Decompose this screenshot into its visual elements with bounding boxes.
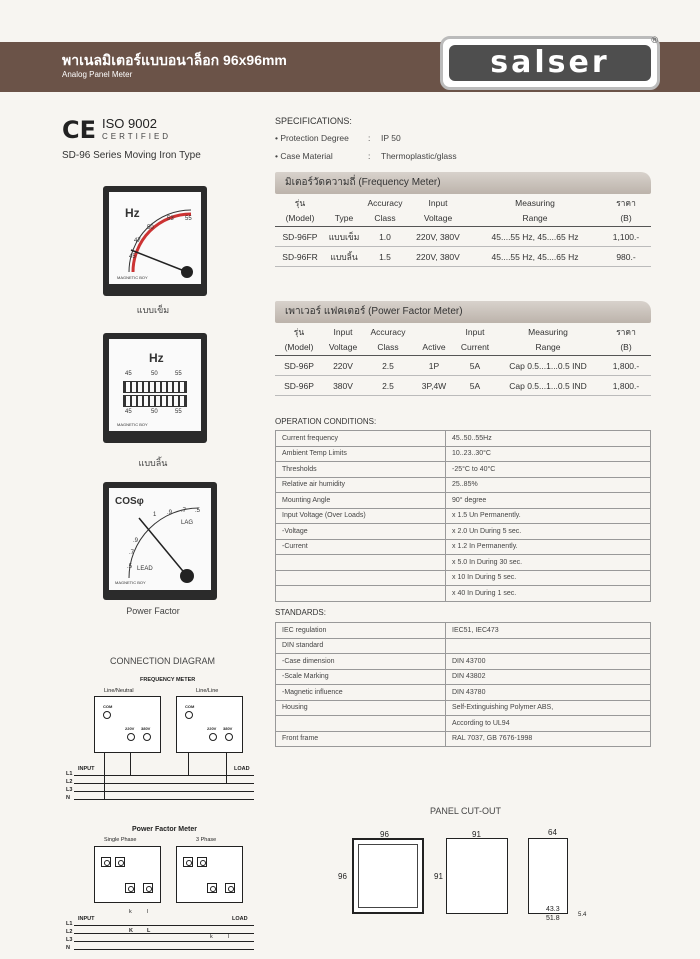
cell: 220V, 380V	[407, 227, 469, 247]
cell: -Voltage	[276, 524, 446, 540]
table-row	[276, 570, 651, 586]
scale-label: 45	[129, 254, 136, 260]
table-row	[275, 227, 651, 247]
cell: -Scale Marking	[276, 669, 446, 685]
ct-l-small: l	[228, 934, 230, 940]
table-row	[276, 431, 651, 447]
ce-mark: CE	[62, 116, 97, 144]
cell: x 1.2 In Permanently.	[446, 539, 651, 555]
wire	[104, 753, 105, 799]
reed-type-caption: แบบลิ้น	[138, 458, 168, 468]
terminal-220	[127, 733, 135, 741]
v380-label: 380V	[223, 726, 233, 731]
cell	[276, 570, 446, 586]
scale-label: 55	[185, 216, 192, 222]
l1-label: L1	[66, 921, 73, 927]
table-row	[276, 462, 651, 478]
salser-logo	[440, 36, 660, 90]
cell: DIN 43802	[446, 669, 651, 685]
power-factor-meter-image	[103, 482, 217, 600]
table-row	[276, 623, 651, 639]
cell: 5A	[455, 376, 495, 396]
operation-title: OPERATION CONDITIONS:	[275, 417, 377, 426]
frequency-meter-title: FREQUENCY METER	[140, 677, 196, 683]
ct-k-small: k	[210, 934, 213, 940]
certified-label: CERTIFIED	[102, 132, 172, 141]
pointer-type-caption: แบบเข็ม	[136, 305, 170, 315]
scale-label: 50	[151, 371, 158, 377]
terminal	[115, 857, 125, 867]
cell: x 2.0 Un During 5 sec.	[446, 524, 651, 540]
cell: DIN 43700	[446, 654, 651, 670]
cell: แบบลิ้น	[325, 247, 363, 267]
th: Input Voltage	[407, 196, 469, 227]
cell	[276, 555, 446, 571]
cell: Current frequency	[276, 431, 446, 447]
scale-label: .9	[133, 538, 139, 544]
table-row	[276, 524, 651, 540]
cell: 1,800.-	[601, 356, 651, 376]
table-row	[276, 654, 651, 670]
th: Measuring Range	[469, 196, 601, 227]
meter-face	[109, 339, 201, 431]
dim-64: 64	[548, 828, 557, 837]
input-label: INPUT	[78, 766, 95, 772]
line-l1	[74, 775, 254, 776]
line-neutral-label: Line/Neutral	[104, 688, 134, 694]
th: Accuracy Class	[363, 325, 413, 356]
scale-label: 50	[151, 409, 158, 415]
cell: SD-96FP	[275, 227, 325, 247]
dim-91-width: 91	[472, 830, 481, 839]
front-view	[352, 838, 424, 914]
frequency-meter-pointer-image	[103, 186, 207, 296]
cell: 1,100.-	[601, 227, 651, 247]
table-row	[275, 376, 651, 396]
table-row	[275, 247, 651, 267]
th: Accuracy Class	[363, 196, 407, 227]
connection-diagram-title: CONNECTION DIAGRAM	[110, 656, 216, 666]
th: รุ่น (Model)	[275, 196, 325, 227]
line-n	[74, 799, 254, 800]
page-title: พาเนลมิเตอร์แบบอนาล็อก 96x96mm	[62, 52, 287, 68]
operation-table	[275, 430, 651, 602]
table-row	[276, 586, 651, 602]
table-row	[276, 508, 651, 524]
table-row	[276, 539, 651, 555]
cell: -Magnetic influence	[276, 685, 446, 701]
cell: According to UL94	[446, 716, 651, 732]
cell: Relative air humidity	[276, 477, 446, 493]
cell: Ambient Temp Limits	[276, 446, 446, 462]
scale-label: .9	[167, 510, 173, 516]
ct-l: L	[147, 928, 151, 934]
cell: 45....55 Hz, 45....65 Hz	[469, 227, 601, 247]
three-phase-label: 3 Phase	[196, 837, 217, 843]
dim-43-3: 43.3	[546, 906, 560, 913]
table-row	[276, 685, 651, 701]
spec-value: Thermoplastic/glass	[381, 151, 457, 161]
th: ราคา (B)	[601, 325, 651, 356]
th: Measuring Range	[495, 325, 601, 356]
meter-unit: Hz	[149, 351, 164, 365]
spec-case	[275, 151, 457, 161]
single-phase-label: Single Phase	[104, 837, 137, 843]
cell: Thresholds	[276, 462, 446, 478]
spec-sep: :	[368, 151, 371, 161]
ct-l-small: l	[147, 909, 149, 915]
cell: Self-Extinguishing Polymer ABS,	[446, 700, 651, 716]
th: Input Voltage	[323, 325, 363, 356]
iso-label: ISO 9002	[102, 116, 157, 131]
cell: 1P	[413, 356, 455, 376]
cell: SD-96P	[275, 356, 323, 376]
l3-label: L3	[66, 787, 73, 793]
terminal	[207, 883, 217, 893]
terminal-380	[143, 733, 151, 741]
reed-bar	[123, 381, 187, 393]
ct-k-small: k	[129, 909, 132, 915]
cell: -Current	[276, 539, 446, 555]
cell: 3P,4W	[413, 376, 455, 396]
table-row	[276, 477, 651, 493]
cell: Housing	[276, 700, 446, 716]
side-view	[528, 838, 568, 914]
dim-96-width: 96	[380, 830, 389, 839]
cell	[276, 716, 446, 732]
input-label: INPUT	[78, 916, 95, 922]
frequency-table	[275, 196, 651, 267]
cell: แบบเข็ม	[325, 227, 363, 247]
th: Input Current	[455, 325, 495, 356]
cell: x 5.0 In During 30 sec.	[446, 555, 651, 571]
power-factor-table	[275, 325, 651, 396]
scale-label: 50	[147, 225, 154, 231]
cutout-view	[446, 838, 508, 914]
power-factor-band: เพาเวอร์ แฟคเตอร์ (Power Factor Meter)	[275, 301, 651, 323]
cell: 1.5	[363, 247, 407, 267]
scale-label: .5	[127, 564, 133, 570]
meter-face	[109, 488, 211, 590]
table-row	[276, 669, 651, 685]
cell: 1,800.-	[601, 376, 651, 396]
cell: 1.0	[363, 227, 407, 247]
cell	[276, 586, 446, 602]
spec-label: • Protection Degree	[275, 133, 349, 143]
cell: -25°C to 40°C	[446, 462, 651, 478]
table-row	[276, 555, 651, 571]
cell: Front frame	[276, 731, 446, 747]
table-header	[275, 196, 651, 227]
freq-meter-box-left	[94, 696, 161, 753]
table-row	[276, 731, 651, 747]
l1-label: L1	[66, 771, 73, 777]
dim-51-8: 51.8	[546, 915, 560, 922]
meter-brand: MAGNETIC BOY	[117, 422, 148, 427]
cell: 380V	[323, 376, 363, 396]
cell: Input Voltage (Over Loads)	[276, 508, 446, 524]
v380-label: 380V	[141, 726, 151, 731]
cell: SD-96P	[275, 376, 323, 396]
cell: x 40 In During 1 sec.	[446, 586, 651, 602]
scale-label: .7	[129, 550, 135, 556]
meter-brand: MAGNETIC BOY	[115, 580, 146, 585]
page-subtitle: Analog Panel Meter	[62, 70, 133, 79]
cell: 10..23..30°C	[446, 446, 651, 462]
scale-label: 1	[153, 512, 157, 518]
cell: Mounting Angle	[276, 493, 446, 509]
frequency-meter-reed-image	[103, 333, 207, 443]
cell: DIN 43780	[446, 685, 651, 701]
terminal	[125, 883, 135, 893]
front-view-inner	[358, 844, 418, 908]
v220-label: 220V	[207, 726, 217, 731]
th: Type	[325, 196, 363, 227]
reed-bar	[123, 395, 187, 407]
cell: DIN standard	[276, 638, 446, 654]
meter-face	[109, 192, 201, 284]
n-label: N	[66, 795, 70, 801]
dim-91-height: 91	[434, 872, 443, 881]
table-row	[276, 446, 651, 462]
scale-label: .5	[195, 508, 201, 514]
meter-brand: MAGNETIC BOY	[117, 275, 148, 280]
th: ราคา (B)	[601, 196, 651, 227]
pf-meter-box-left	[94, 846, 161, 903]
scale-label: 55	[175, 409, 182, 415]
ct-k: K	[129, 928, 133, 934]
cell: 980.-	[601, 247, 651, 267]
n-label: N	[66, 945, 70, 951]
cell: 45..50..55Hz	[446, 431, 651, 447]
cell: 2.5	[363, 356, 413, 376]
registered-mark: ®	[651, 35, 658, 45]
spec-sep: :	[368, 133, 371, 143]
terminal-com	[185, 711, 193, 719]
table-row	[276, 700, 651, 716]
meter-scale-graphic	[109, 192, 201, 284]
cell: Cap 0.5...1...0.5 IND	[495, 356, 601, 376]
cell: IEC51, IEC473	[446, 623, 651, 639]
terminal	[101, 857, 111, 867]
standards-title: STANDARDS:	[275, 608, 326, 617]
specs-title: SPECIFICATIONS:	[275, 116, 352, 126]
freq-meter-box-right	[176, 696, 243, 753]
lead-label: LEAD	[137, 566, 153, 572]
dim-5-4: 5.4	[578, 912, 587, 918]
cell: x 1.5 Un Permanently.	[446, 508, 651, 524]
spec-value: IP 50	[381, 133, 401, 143]
table-row	[276, 638, 651, 654]
cell: 5A	[455, 356, 495, 376]
pf-diagram-title: Power Factor Meter	[132, 826, 197, 833]
lag-label: LAG	[181, 520, 194, 526]
scale-label: 55	[175, 371, 182, 377]
cell: IEC regulation	[276, 623, 446, 639]
terminal-380	[225, 733, 233, 741]
line-l2	[74, 783, 254, 784]
cell: 220V	[323, 356, 363, 376]
th: รุ่น (Model)	[275, 325, 323, 356]
line-l1	[74, 925, 254, 926]
power-factor-caption: Power Factor	[126, 606, 180, 616]
th: Active	[413, 325, 455, 356]
scale-label: 45	[125, 409, 132, 415]
pf-meter-box-right	[176, 846, 243, 903]
series-label: SD-96 Series Moving Iron Type	[62, 150, 201, 161]
meter-unit: COSφ	[115, 496, 144, 507]
scale-label: 45	[125, 371, 132, 377]
wire	[226, 753, 227, 783]
cell	[446, 638, 651, 654]
v220-label: 220V	[125, 726, 135, 731]
line-l3	[74, 791, 254, 792]
load-label: LOAD	[232, 916, 248, 922]
wire	[188, 753, 189, 775]
scale-label: 47	[134, 238, 141, 244]
cell: x 10 In During 5 sec.	[446, 570, 651, 586]
dim-96-height: 96	[338, 872, 347, 881]
scale-label: .7	[181, 508, 187, 514]
panel-cutout-title: PANEL CUT-OUT	[430, 806, 502, 816]
cell: -Case dimension	[276, 654, 446, 670]
table-header	[275, 325, 651, 356]
terminal	[225, 883, 235, 893]
com-label: COM	[103, 704, 113, 709]
com-label: COM	[185, 704, 195, 709]
load-label: LOAD	[234, 766, 250, 772]
line-l3	[74, 941, 254, 942]
l2-label: L2	[66, 929, 73, 935]
spec-label: • Case Material	[275, 151, 333, 161]
l2-label: L2	[66, 779, 73, 785]
line-l2	[74, 933, 254, 934]
meter-unit: Hz	[125, 206, 140, 220]
terminal-220	[209, 733, 217, 741]
logo-text: salser	[449, 45, 651, 81]
l3-label: L3	[66, 937, 73, 943]
cell: 2.5	[363, 376, 413, 396]
cell: 90° degree	[446, 493, 651, 509]
terminal	[143, 883, 153, 893]
table-row	[275, 356, 651, 376]
table-row	[276, 493, 651, 509]
terminal	[183, 857, 193, 867]
spec-protection	[275, 133, 401, 143]
cell: RAL 7037, GB 7676-1998	[446, 731, 651, 747]
standards-table	[275, 622, 651, 747]
line-line-label: Line/Line	[196, 688, 219, 694]
cell: 45....55 Hz, 45....65 Hz	[469, 247, 601, 267]
cell: SD-96FR	[275, 247, 325, 267]
line-n	[74, 949, 254, 950]
cell: 220V, 380V	[407, 247, 469, 267]
terminal	[197, 857, 207, 867]
terminal-com	[103, 711, 111, 719]
frequency-meter-band: มิเตอร์วัดความถี่ (Frequency Meter)	[275, 172, 651, 194]
scale-label: 53	[167, 216, 174, 222]
cell: Cap 0.5...1...0.5 IND	[495, 376, 601, 396]
table-row	[276, 716, 651, 732]
wire	[130, 753, 131, 775]
cell: 25..85%	[446, 477, 651, 493]
